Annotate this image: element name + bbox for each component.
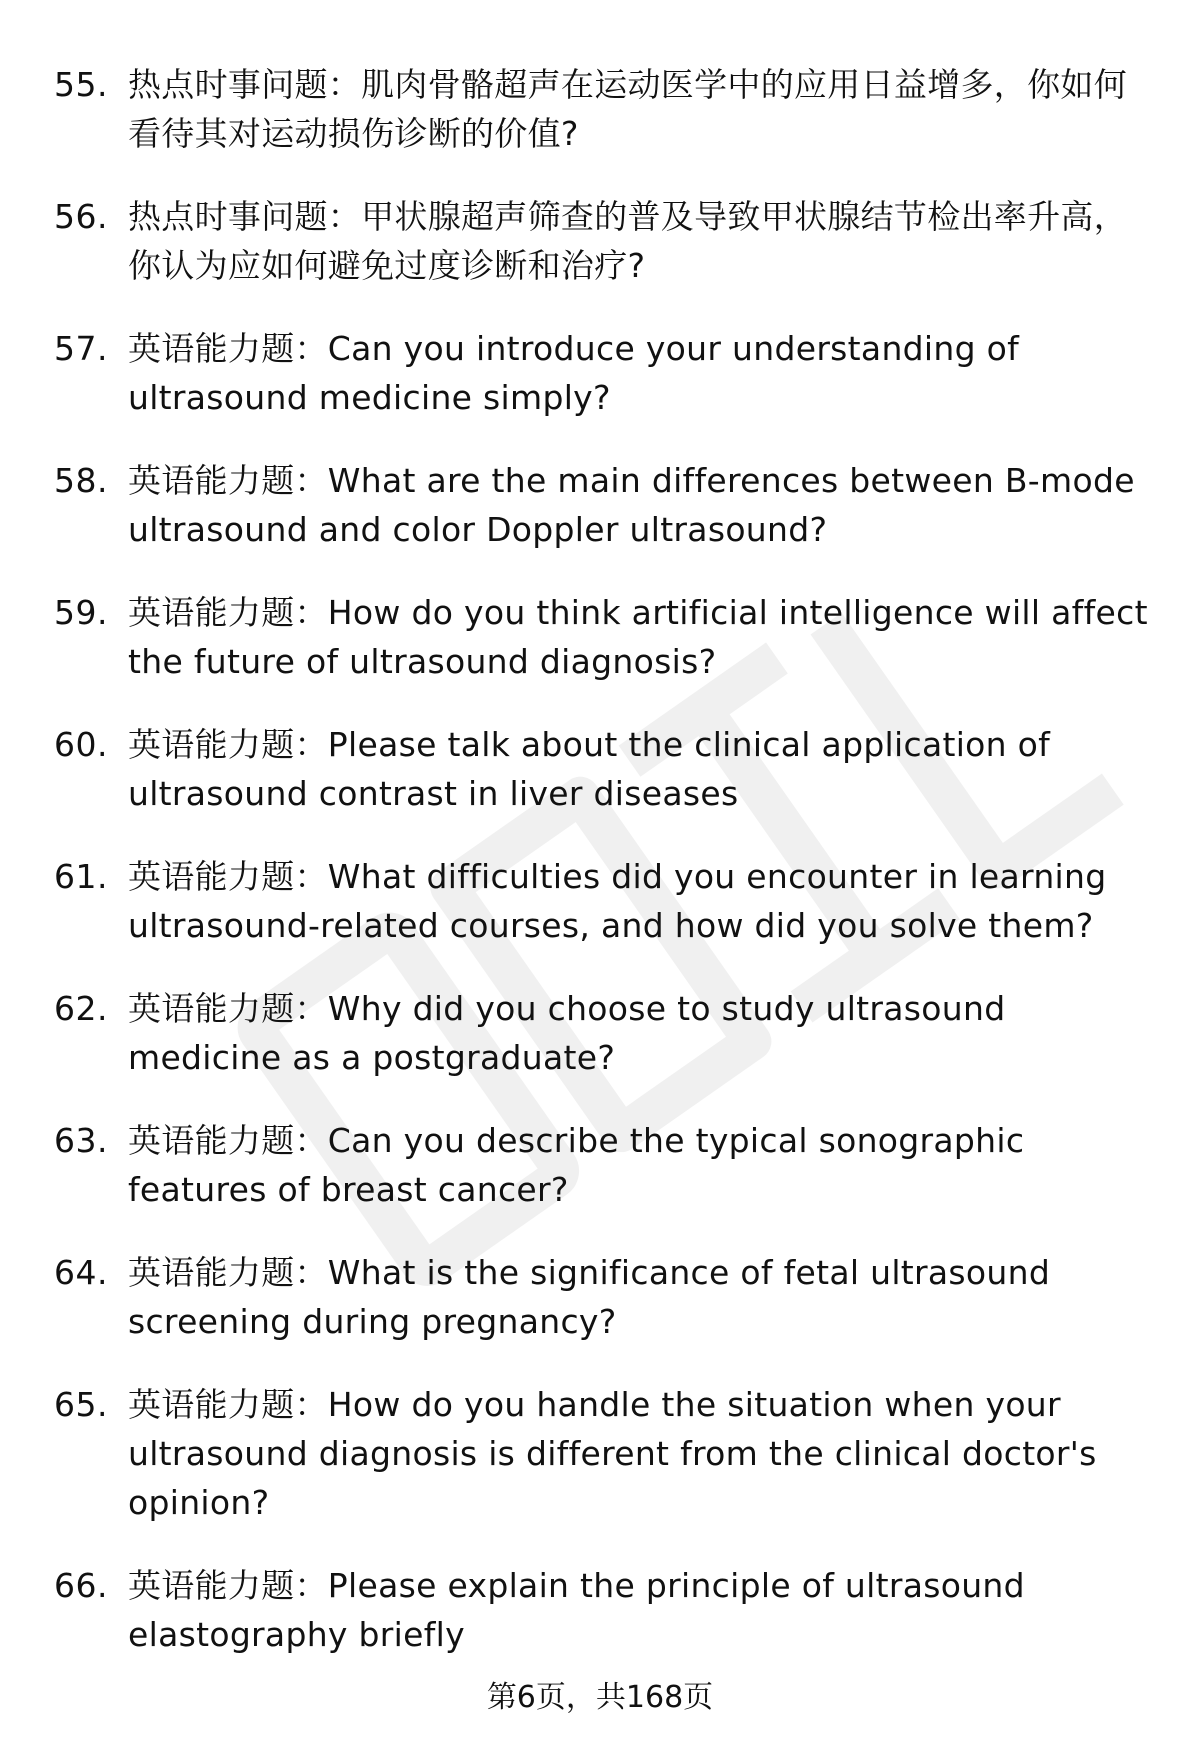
question-item xyxy=(54,456,1154,554)
question-text: 英语能力题：How do you handle the situation when your ultrasound diagnosis is different from the clinical doctor's opinion? xyxy=(128,1385,1097,1522)
question-item xyxy=(54,984,1154,1082)
question-text: 英语能力题：How do you think artificial intelligence will affect the future of ultrasound diagnosis? xyxy=(128,593,1148,681)
question-item xyxy=(54,1380,1154,1527)
question-number: 57. xyxy=(54,329,108,368)
question-text: 英语能力题：What is the significance of fetal ultrasound screening during pregnancy? xyxy=(128,1253,1051,1341)
question-item xyxy=(54,192,1154,290)
question-item xyxy=(54,1248,1154,1346)
question-number: 56. xyxy=(54,197,108,236)
question-number: 61. xyxy=(54,857,108,896)
question-list xyxy=(54,60,1154,1693)
question-text: 热点时事问题：肌肉骨骼超声在运动医学中的应用日益增多，你如何看待其对运动损伤诊断的价值? xyxy=(128,65,1127,153)
question-number: 55. xyxy=(54,65,108,104)
question-item xyxy=(54,852,1154,950)
question-text: 英语能力题：Please talk about the clinical application of ultrasound contrast in liver diseases xyxy=(128,725,1051,813)
question-item xyxy=(54,324,1154,422)
question-text: 英语能力题：What difficulties did you encounter in learning ultrasound-related courses, and how did you solve them? xyxy=(128,857,1107,945)
question-number: 62. xyxy=(54,989,108,1028)
question-number: 66. xyxy=(54,1566,108,1605)
question-item xyxy=(54,1116,1154,1214)
question-item xyxy=(54,588,1154,686)
question-text: 英语能力题：What are the main differences between B-mode ultrasound and color Doppler ultrasound? xyxy=(128,461,1135,549)
question-text: 英语能力题：Can you introduce your understanding of ultrasound medicine simply? xyxy=(128,329,1020,417)
question-number: 59. xyxy=(54,593,108,632)
question-number: 64. xyxy=(54,1253,108,1292)
question-number: 60. xyxy=(54,725,108,764)
question-text: 英语能力题：Can you describe the typical sonographic features of breast cancer? xyxy=(128,1121,1025,1209)
question-text: 英语能力题：Why did you choose to study ultrasound medicine as a postgraduate? xyxy=(128,989,1006,1077)
question-number: 63. xyxy=(54,1121,108,1160)
question-text: 英语能力题：Please explain the principle of ultrasound elastography briefly xyxy=(128,1566,1025,1654)
question-number: 65. xyxy=(54,1385,108,1424)
question-item xyxy=(54,1561,1154,1659)
question-number: 58. xyxy=(54,461,108,500)
question-text: 热点时事问题：甲状腺超声筛查的普及导致甲状腺结节检出率升高，你认为应如何避免过度诊断和治疗? xyxy=(128,197,1127,285)
question-item xyxy=(54,720,1154,818)
page-indicator: 第6页，共168页 xyxy=(486,1680,714,1715)
question-item xyxy=(54,60,1154,158)
